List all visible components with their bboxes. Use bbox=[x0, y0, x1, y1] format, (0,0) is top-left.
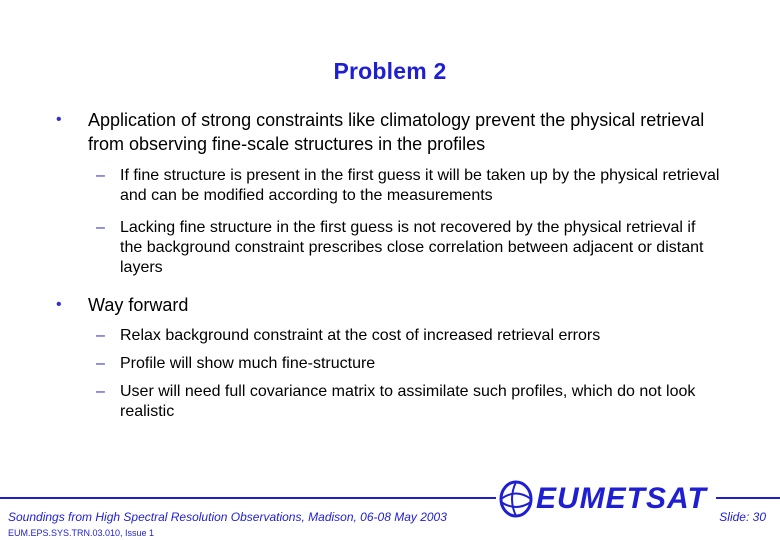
sub-bullet-marker: – bbox=[96, 383, 105, 400]
bullet-marker: • bbox=[56, 111, 62, 128]
sub-bullet-marker: – bbox=[96, 327, 105, 344]
bullet-text: Application of strong constraints like climatology prevent the physical retrieval from observing fine-scale structures in the profiles bbox=[88, 110, 705, 154]
sub-bullet-text: User will need full covariance matrix to assimilate such profiles, which do not look realistic bbox=[120, 383, 696, 420]
sub-bullet-text: If fine structure is present in the first guess it will be taken up by the physical retrieval and can be modified according to the measurements bbox=[120, 167, 720, 204]
sub-bullet-text: Lacking fine structure in the first guess is not recovered by the physical retrieval if the background constraint prescribes close correlation between adjacent or distant layers bbox=[120, 219, 704, 276]
sub-bullet-text: Profile will show much fine-structure bbox=[120, 355, 376, 372]
sub-bullet-marker: – bbox=[96, 219, 105, 236]
footer-document-id: EUM.EPS.SYS.TRN.03.010, Issue 1 bbox=[8, 528, 155, 538]
sub-bullet-text: Relax background constraint at the cost of increased retrieval errors bbox=[120, 327, 601, 344]
footer-event-title: Soundings from High Spectral Resolution Observations, Madison, 06-08 May 2003 bbox=[8, 510, 447, 524]
slide-title: Problem 2 bbox=[333, 58, 447, 84]
sub-bullet-marker: – bbox=[96, 167, 105, 184]
globe-icon bbox=[496, 478, 536, 520]
eumetsat-logo bbox=[496, 478, 716, 520]
bullet-marker: • bbox=[56, 296, 62, 313]
logo-wordmark: EUMETSAT bbox=[536, 482, 707, 515]
slide-number: Slide: 30 bbox=[719, 510, 766, 524]
bullet-text: Way forward bbox=[88, 295, 189, 315]
sub-bullet-marker: – bbox=[96, 355, 105, 372]
